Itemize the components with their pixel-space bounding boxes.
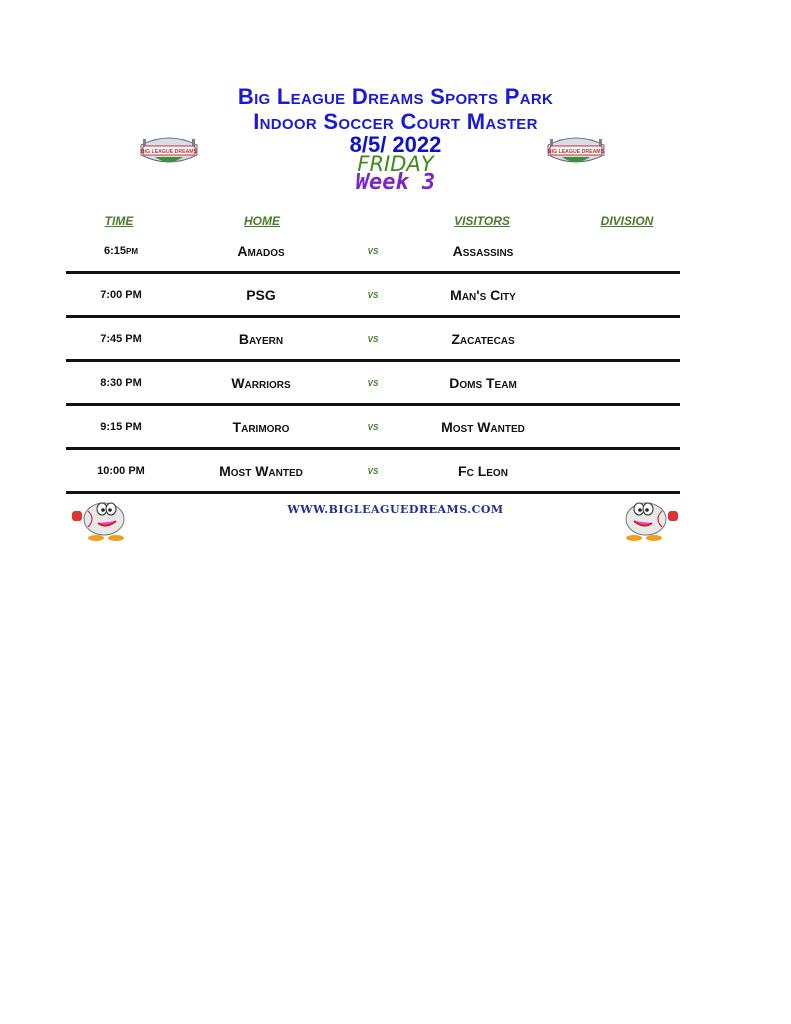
table-row (66, 229, 680, 273)
park-name-title: Big League Dreams Sports Park (237, 84, 554, 109)
game-time: 7:00 PM (100, 289, 142, 301)
home-team: PSG (246, 287, 276, 303)
visitor-team: Doms Team (449, 375, 517, 391)
division (570, 273, 680, 317)
home-team: Tarimoro (232, 419, 290, 435)
versus-label: vs (367, 289, 379, 301)
visitor-team: Man's City (450, 287, 516, 303)
visitor-team: Zacatecas (451, 331, 515, 347)
versus-label: vs (367, 465, 379, 477)
versus-label: vs (367, 377, 379, 389)
game-time: 8:30 PM (100, 377, 142, 389)
schedule-week: Week 3 (355, 170, 436, 195)
table-row (66, 273, 680, 317)
schedule-date: 8/5/ 2022 (349, 132, 442, 157)
home-team: Amados (237, 243, 285, 259)
schedule-subtitle: Indoor Soccer Court Master (253, 109, 538, 134)
table-row (66, 317, 680, 361)
home-team: Warriors (231, 375, 291, 391)
table-row (66, 449, 680, 493)
versus-label: vs (367, 421, 379, 433)
baseball-mascot-icon (66, 497, 138, 543)
website-link[interactable]: WWW.BIGLEAGUEDREAMS.COM (287, 503, 504, 516)
versus-label: vs (367, 333, 379, 345)
schedule-day: FRIDAY (357, 152, 434, 176)
column-header-visitors: VISITORS (454, 214, 510, 228)
game-time: 7:45 PM (100, 333, 142, 345)
baseball-mascot-icon (612, 497, 684, 543)
logo-text: BIG LEAGUE DREAMS (140, 149, 198, 155)
division (570, 229, 680, 273)
home-team: Most Wanted (219, 463, 303, 479)
visitor-team: Fc Leon (458, 463, 508, 479)
visitor-team: Assassins (452, 243, 514, 259)
table-row (66, 405, 680, 449)
game-time: 6:15pm (103, 245, 139, 257)
versus-label: vs (367, 245, 379, 257)
row-divider (66, 491, 680, 494)
column-header-division: DIVISION (600, 214, 654, 228)
column-header-home: HOME (244, 214, 280, 228)
logo-text: BIG LEAGUE DREAMS (547, 149, 605, 155)
division (570, 449, 680, 493)
stadium-logo-icon (544, 131, 608, 171)
stadium-logo-icon (137, 131, 201, 171)
home-team: Bayern (238, 331, 284, 347)
game-time: 10:00 PM (97, 465, 145, 477)
division (570, 405, 680, 449)
table-row (66, 361, 680, 405)
division (570, 361, 680, 405)
column-header-time: TIME (104, 214, 134, 228)
game-time: 9:15 PM (100, 421, 142, 433)
visitor-team: Most Wanted (441, 419, 525, 435)
division (570, 317, 680, 361)
